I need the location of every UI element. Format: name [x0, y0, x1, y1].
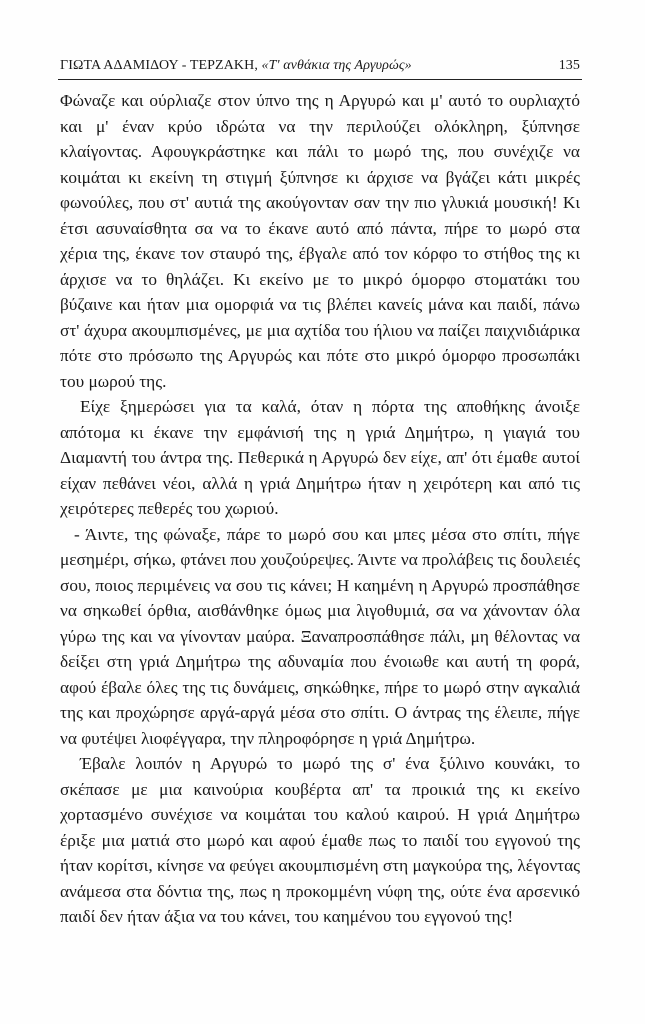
page-number: 135 [558, 58, 580, 73]
paragraph-3: - Άιντε, της φώναξε, πάρε το μωρό σου και μπες μέσα στο σπίτι, πήγε μεσημέρι, σήκω, φτάνει που χουζούρεψες. Άιντε να προλάβεις τις δουλειές σου, ποιος περιμένεις να σου τις κάνει; Η καημένη η Αργυρώ προσπάθησε να σηκωθεί όρθια, αισθάνθηκε όμως μια λιγοθυμιά, σα να χάνονταν όλα γύρω της και να γίνονταν μαύρα. Ξαναπροσπάθησε πάλι, μη θέλοντας να δείξει στη γριά Δημήτρω της αδυναμία που ένοιωθε και αυτή τη φορά, αφού έβαλε όλες της τις δυνάμεις, σηκώθηκε, πήρε το μωρό στην αγκαλιά της και προχώρησε αργά-αργά μέσα στο σπίτι. Ο άντρας της έλειπε, πήγε να φυτέψει λιοφέγγαρα, την πληροφόρησε η γριά Δημήτρω. [60, 524, 580, 748]
paragraph-1: Φώναζε και ούρλιαζε στον ύπνο της η Αργυρώ και μ' αυτό το ουρλιαχτό και μ' έναν κρύο ιδρώτα να την περιλούζει ολόκληρη, ξύπνησε κλαίγοντας. Αφουγκράστηκε και πάλι το μωρό της, που συνέχιζε να κοιμάται κι εκείνη τη στιγμή ξύπνησε κι άρχισε να βγάζει κάτι μικρές φωνούλες, που στ' αυτιά της ακούγονταν σαν την πιο γλυκιά μουσική! Κι έτσι ασυναίσθητα σα να το έκανε αυτό από πάντα, πήρε το μωρό στα χέρια της, έκανε τον σταυρό της, έβγαλε από τον κόρφο το στήθος της κι άρχισε να το θηλάζει. Κι εκείνο με το μικρό όμορφο στοματάκι του βύζαινε και ήταν μια ομορφιά να τις βλέπει κανείς μάνα και παιδί, πάνω στ' άχυρα ακουμπισμένες, με μια αχτίδα του ήλιου να παίζει παιχνιδιάρικα πότε στο πρόσωπο της Αργυρώς και πότε στο μικρό όμορφο προσωπάκι του μωρού της. [60, 91, 580, 391]
header-author: ΓΙΩΤΑ ΑΔΑΜΙΔΟΥ - ΤΕΡΖΑΚΗ, [60, 58, 262, 73]
running-header [60, 58, 580, 80]
body-text [60, 88, 580, 930]
header-book-title: «Τ' ανθάκια της Αργυρώς» [261, 58, 412, 73]
header-divider [58, 79, 582, 80]
paragraph-4: Έβαλε λοιπόν η Αργυρώ το μωρό της σ' ένα ξύλινο κουνάκι, το σκέπασε με μια καινούρια κουβέρτα απ' τα προικιά της κι εκείνο χορτασμένο συνέχισε να κοιμάται του καλού καιρού. Η γριά Δημήτρω έριξε μια ματιά στο μωρό και αφού έμαθε πως το παιδί του εγγονού της ήταν κορίτσι, κίνησε να φεύγει ακουμπισμένη στη μαγκούρα της, λέγοντας ανάμεσα στα δόντια της, πως η προκομμένη νύφη της, ούτε ένα αρσενικό παιδί δεν ήταν άξια να του κάνει, του καημένου του εγγονού της! [60, 754, 580, 926]
paragraph-2: Είχε ξημερώσει για τα καλά, όταν η πόρτα της αποθήκης άνοιξε απότομα κι έκανε την εμφάνισή της η γριά Δημήτρω, η γιαγιά του Διαμαντή του άντρα της. Πεθερικά η Αργυρώ δεν είχε, απ' ότι έμαθε αυτοί είχαν πεθάνει νέοι, αλλά η γριά Δημήτρω ήταν η χειρότερη και από τις χειρότερες πεθερές του χωριού. [60, 397, 580, 518]
